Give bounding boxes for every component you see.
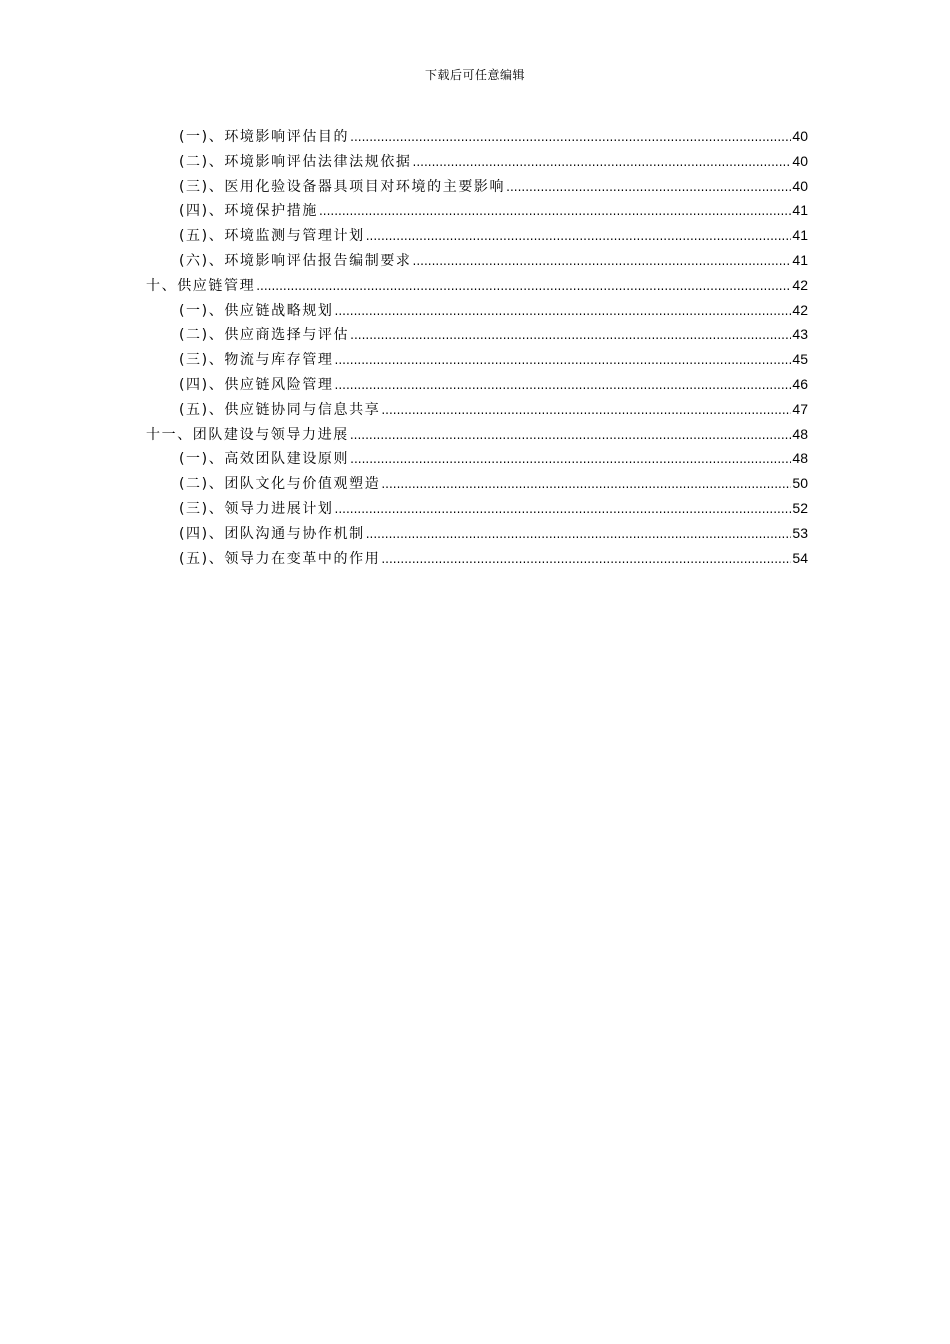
toc-entry-page: 42 xyxy=(792,301,808,318)
toc-entry-page: 50 xyxy=(792,475,808,492)
toc-leader-dots xyxy=(381,477,791,491)
toc-chapter-entry[interactable] xyxy=(146,275,808,300)
toc-entry[interactable] xyxy=(146,473,808,498)
toc-entry[interactable] xyxy=(146,324,808,349)
toc-entry-title: (二)、供应商选择与评估 xyxy=(179,327,350,344)
toc-entry-page: 54 xyxy=(792,549,808,566)
toc-entry[interactable] xyxy=(146,176,808,201)
toc-entry-page: 42 xyxy=(792,276,808,293)
toc-entry-title: 十、供应链管理 xyxy=(146,277,256,294)
toc-entry[interactable] xyxy=(146,548,808,573)
page-header: 下载后可任意编辑 xyxy=(424,68,525,82)
toc-entry-title: (一)、高效团队建设原则 xyxy=(179,451,350,468)
toc-leader-dots xyxy=(381,552,791,566)
toc-entry[interactable] xyxy=(146,250,808,275)
toc-entry[interactable] xyxy=(146,374,808,399)
toc-entry[interactable] xyxy=(146,498,808,523)
toc-entry-title: (六)、环境影响评估报告编制要求 xyxy=(179,252,412,269)
toc-entry-title: (四)、供应链风险管理 xyxy=(179,376,334,393)
toc-entry-page: 41 xyxy=(792,227,808,244)
toc-leader-dots xyxy=(335,378,792,392)
toc-entry-page: 40 xyxy=(792,128,808,144)
toc-leader-dots xyxy=(350,328,791,342)
toc-entry-page: 43 xyxy=(792,326,808,343)
toc-entry-page: 48 xyxy=(792,450,808,467)
toc-entry-page: 45 xyxy=(792,351,808,368)
toc-entry-page: 53 xyxy=(792,524,808,541)
toc-leader-dots xyxy=(381,403,791,417)
toc-entry[interactable] xyxy=(146,399,808,424)
toc-entry-page: 41 xyxy=(792,251,808,268)
toc-leader-dots xyxy=(256,279,791,293)
toc-leader-dots xyxy=(350,452,791,466)
toc-entry-title: (五)、环境监测与管理计划 xyxy=(179,228,365,245)
table-of-contents xyxy=(146,126,808,572)
toc-entry-page: 40 xyxy=(792,177,808,194)
toc-entry[interactable] xyxy=(146,300,808,325)
toc-entry-page: 52 xyxy=(792,499,808,516)
toc-entry-page: 41 xyxy=(792,202,808,219)
toc-leader-dots xyxy=(413,254,792,268)
toc-entry[interactable] xyxy=(146,225,808,250)
toc-entry-page: 47 xyxy=(792,400,808,417)
toc-entry-title: (三)、物流与库存管理 xyxy=(179,352,334,369)
toc-leader-dots xyxy=(319,204,791,218)
toc-entry-title: (四)、团队沟通与协作机制 xyxy=(179,525,365,542)
toc-entry[interactable] xyxy=(146,151,808,176)
toc-chapter-entry[interactable] xyxy=(146,424,808,449)
toc-entry[interactable] xyxy=(146,126,808,151)
toc-leader-dots xyxy=(350,130,791,144)
toc-leader-dots xyxy=(366,527,792,541)
toc-entry-page: 48 xyxy=(792,425,808,442)
toc-leader-dots xyxy=(335,353,792,367)
toc-entry-title: (二)、团队文化与价值观塑造 xyxy=(179,476,381,493)
toc-leader-dots xyxy=(335,502,792,516)
toc-entry-title: (四)、环境保护措施 xyxy=(179,203,318,220)
toc-entry-title: (二)、环境影响评估法律法规依据 xyxy=(179,153,412,170)
toc-entry[interactable] xyxy=(146,200,808,225)
toc-leader-dots xyxy=(366,229,792,243)
toc-leader-dots xyxy=(350,428,792,442)
toc-entry-title: (三)、医用化验设备器具项目对环境的主要影响 xyxy=(179,178,506,195)
toc-entry-title: (一)、环境影响评估目的 xyxy=(179,129,350,145)
toc-entry-title: 十一、团队建设与领导力进展 xyxy=(146,426,349,443)
toc-entry[interactable] xyxy=(146,448,808,473)
toc-leader-dots xyxy=(506,180,791,194)
toc-entry[interactable] xyxy=(146,349,808,374)
toc-entry-page: 46 xyxy=(792,375,808,392)
toc-leader-dots xyxy=(335,304,792,318)
toc-entry-title: (三)、领导力进展计划 xyxy=(179,500,334,517)
toc-leader-dots xyxy=(413,155,792,169)
toc-entry-title: (一)、供应链战略规划 xyxy=(179,302,334,319)
toc-entry-title: (五)、供应链协同与信息共享 xyxy=(179,401,381,418)
toc-entry-page: 40 xyxy=(792,152,808,169)
toc-entry-title: (五)、领导力在变革中的作用 xyxy=(179,550,381,567)
toc-entry[interactable] xyxy=(146,523,808,548)
